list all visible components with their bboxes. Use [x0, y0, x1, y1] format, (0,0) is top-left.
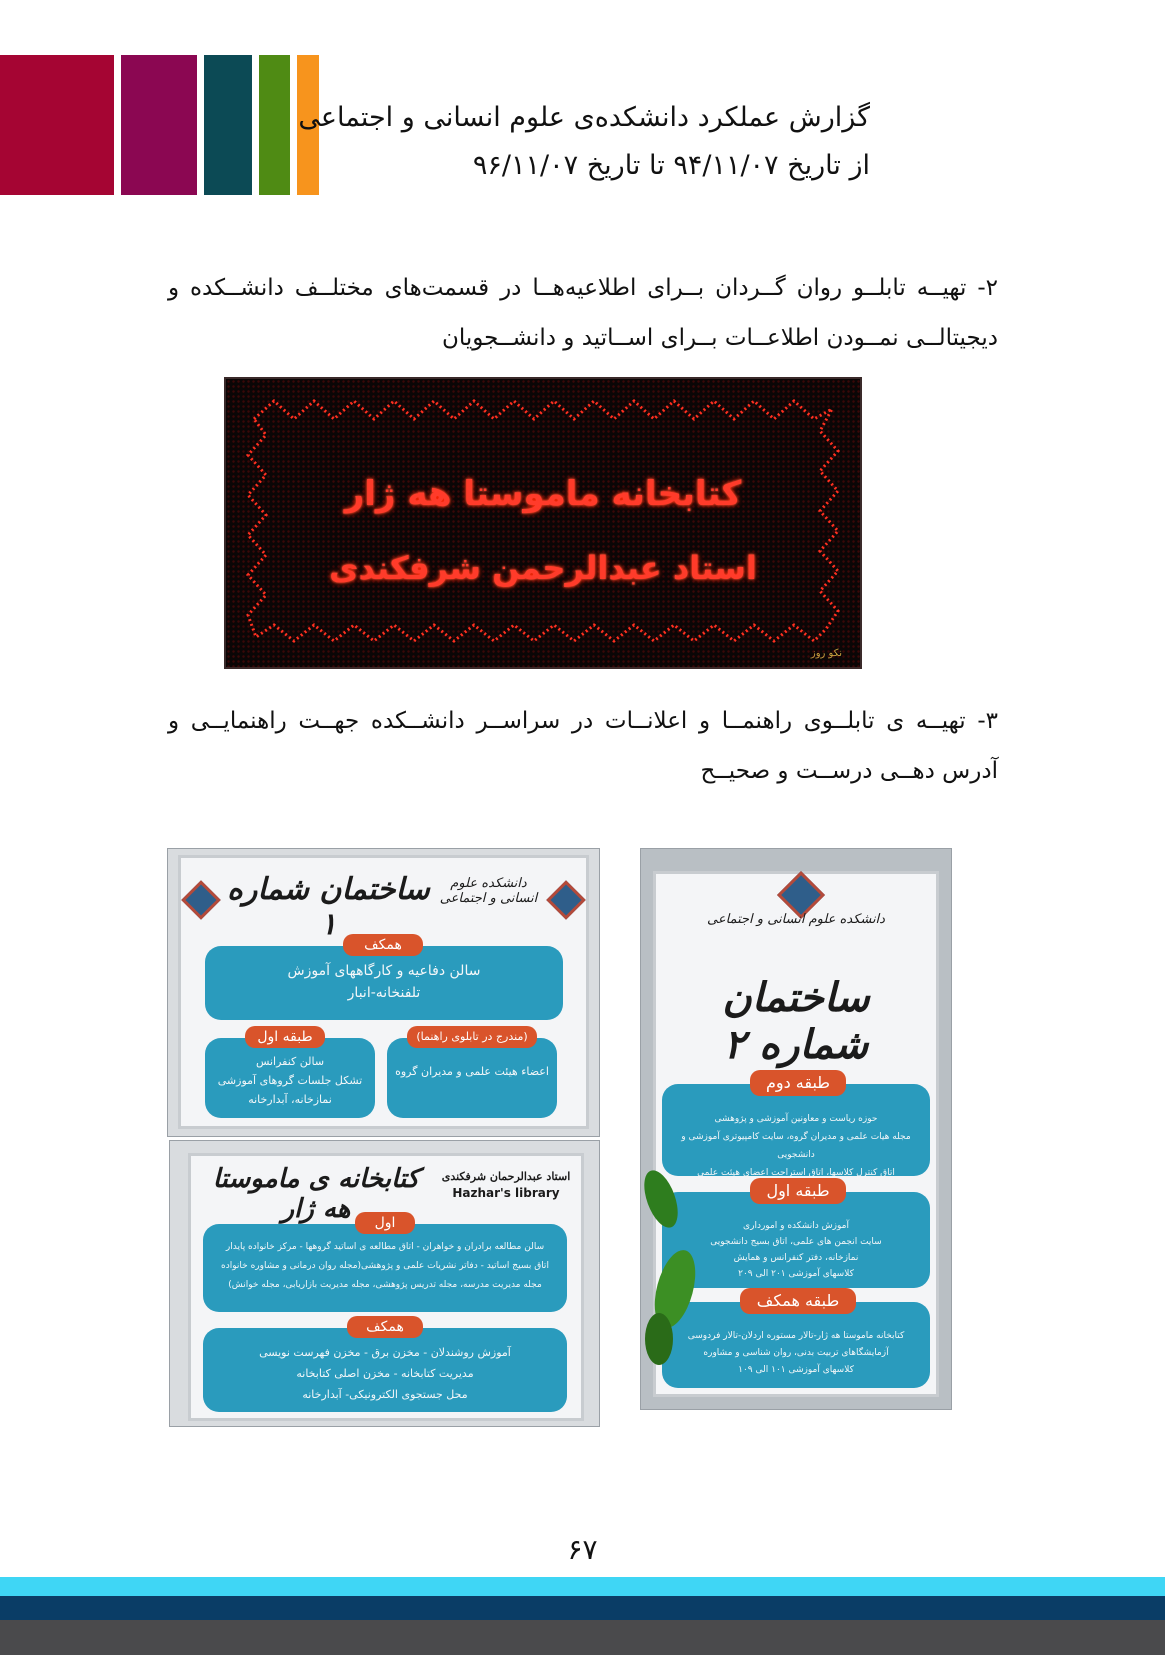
board-3-first-label: اول — [355, 1212, 415, 1234]
board-2-second-text-2: مجله هیات علمی و مدیران گروه، سایت کامپیوتری آموزشی و دانشجویی — [681, 1132, 911, 1160]
header-color-block-2 — [121, 55, 197, 195]
section-2-paragraph: ۲- تهیــه تابلــو روان گــردان بــرای اطلاعیه‌هــا در قسمت‌های مختلــف دانشــکده و دیجیتالــی نمــودن اطلاعــات بــرای اســاتید و دانشــجویان — [168, 275, 998, 351]
board-3-first-floor-box — [203, 1224, 567, 1312]
header-color-block-3 — [204, 55, 252, 195]
board-1-title: ساختمان شماره ۱ — [227, 872, 430, 942]
board-2-ground-text-3: کلاسهای آموزشی ۱۰۱ الی ۱۰۹ — [738, 1365, 854, 1375]
footer-bar-navy — [0, 1596, 1165, 1620]
led-sign-line-2: استاد عبدالرحمن شرفکندی — [329, 549, 757, 587]
board-1-ground-label: همکف — [343, 934, 423, 956]
board-1-faculty-text: اعضاء هیئت علمی و مدیران گروه — [395, 1065, 549, 1078]
page-number: ۶۷ — [567, 1533, 598, 1566]
board-2-subtitle: دانشکده علوم انسانی و اجتماعی — [707, 912, 885, 927]
board-3-caption-fa: استاد عبدالرحمان شرفکندی — [441, 1170, 571, 1183]
led-sign-line-1: کتابخانه ماموستا هه ژار — [344, 474, 742, 514]
board-3-first-text-3: مجله مدیریت مدرسه، مجله تدریس پژوهشی، مجله مدیریت بازاریابی، مجله خوانش) — [228, 1280, 542, 1290]
section-3-paragraph: ۳- تهیــه ی تابلــوی راهنمــا و اعلانــات در سراســر دانشــکده جهــت راهنمایــی و آدرس دهــی درســت و صحیــح — [168, 708, 998, 784]
board-2-second-text-3: اتاق کنترل کلاسها، اتاق استراحت اعضای هیئت علمی — [697, 1168, 895, 1178]
board-1-faculty-label: (مندرج در تابلوی راهنما) — [407, 1026, 537, 1048]
led-sign-brand: نکو روز — [810, 648, 842, 659]
board-1-ground-floor-box — [205, 946, 563, 1020]
footer-bar-gray — [0, 1620, 1165, 1655]
board-2-ground-text-1: کتابخانه ماموستا هه ژار-تالار مستوره اردلان-تالار فردوسی — [687, 1331, 905, 1341]
board-3-ground-label: همکف — [347, 1316, 423, 1338]
board-1-ground-text-2: تلفنخانه-انبار — [347, 985, 421, 1001]
board-2-first-text-2: سایت انجمن های علمی، اتاق بسیج دانشجویی — [710, 1237, 882, 1247]
board-2-first-label: طبقه اول — [750, 1178, 846, 1204]
board-2-photo — [640, 848, 952, 1410]
board-3-frame — [188, 1153, 584, 1421]
board-1-first-label: طبقه اول — [245, 1026, 325, 1048]
board-2-title: ساختمان شماره ۲ — [722, 974, 870, 1068]
board-1-first-text-2: تشکل جلسات گروهای آموزشی — [217, 1074, 363, 1087]
board-1-subtitle: دانشکده علوم انسانی و اجتماعی — [439, 876, 538, 906]
board-2-first-text-3: نمازخانه، دفتر کنفرانس و همایش — [733, 1253, 859, 1263]
board-1-first-text-1: سالن کنفرانس — [255, 1055, 325, 1068]
header-title-line-2: از تاریخ ۹۴/۱۱/۰۷ تا تاریخ ۹۶/۱۱/۰۷ — [472, 150, 870, 181]
plant-leaf-icon — [641, 1139, 711, 1369]
board-3-first-text-1: سالن مطالعه برادران و خواهران - اتاق مطالعه ی اساتید گروهها - مرکز خانواده پایدار — [225, 1242, 545, 1252]
ornament-right-icon — [546, 880, 586, 920]
board-1-faculty-box — [387, 1038, 557, 1118]
board-3-ground-text-3: محل جستجوی الکترونیکی- آبدارخانه — [302, 1388, 468, 1401]
board-2-second-text-1: حوزه ریاست و معاونین آموزشی و پژوهشی — [714, 1114, 878, 1124]
board-2-ground-label: طبقه همکف — [740, 1288, 856, 1314]
board-3-caption-en: Hazhar's library — [452, 1186, 560, 1200]
board-2-ground-text-2: آزمایشگاهای تربیت بدنی، روان شناسی و مشاوره — [703, 1348, 889, 1358]
header-title-line-1: گزارش عملکرد دانشکده‌ی علوم انسانی و اجتماعی — [298, 102, 870, 133]
board-2-first-text-4: کلاسهای آموزشی ۲۰۱ الی ۲۰۹ — [738, 1269, 854, 1279]
led-sign-photo — [224, 377, 862, 669]
ornament-left-icon — [181, 880, 221, 920]
board-2-second-label: طبقه دوم — [750, 1070, 846, 1096]
header-color-block-1 — [0, 55, 114, 195]
board-1-ground-text-1: سالن دفاعیه و کارگاههای آموزش — [287, 963, 481, 979]
board-3-photo — [169, 1140, 600, 1427]
board-1-frame — [178, 855, 589, 1129]
board-1-first-floor-box — [205, 1038, 375, 1118]
board-1-first-text-3: نمازخانه، آبدارخانه — [248, 1093, 332, 1106]
board-1-photo — [167, 848, 600, 1137]
board-2-first-text-1: آموزش دانشکده و امورداری — [743, 1221, 849, 1231]
led-zigzag-border — [226, 379, 860, 667]
board-3-ground-text-2: مدیریت کتابخانه - مخزن اصلی کتابخانه — [296, 1367, 474, 1380]
footer-bar-cyan — [0, 1577, 1165, 1596]
board-3-first-text-2: اتاق بسیج اساتید - دفاتر نشریات علمی و پژوهشی(مجله روان درمانی و مشاوره خانواده — [221, 1261, 549, 1271]
board-3-ground-floor-box — [203, 1328, 567, 1412]
board-3-ground-text-1: آموزش روشندلان - مخزن برق - مخزن فهرست نویسی — [259, 1346, 511, 1359]
header-color-block-4 — [259, 55, 290, 195]
board-3-title: کتابخانه ی ماموستا هه ژار — [212, 1164, 420, 1224]
